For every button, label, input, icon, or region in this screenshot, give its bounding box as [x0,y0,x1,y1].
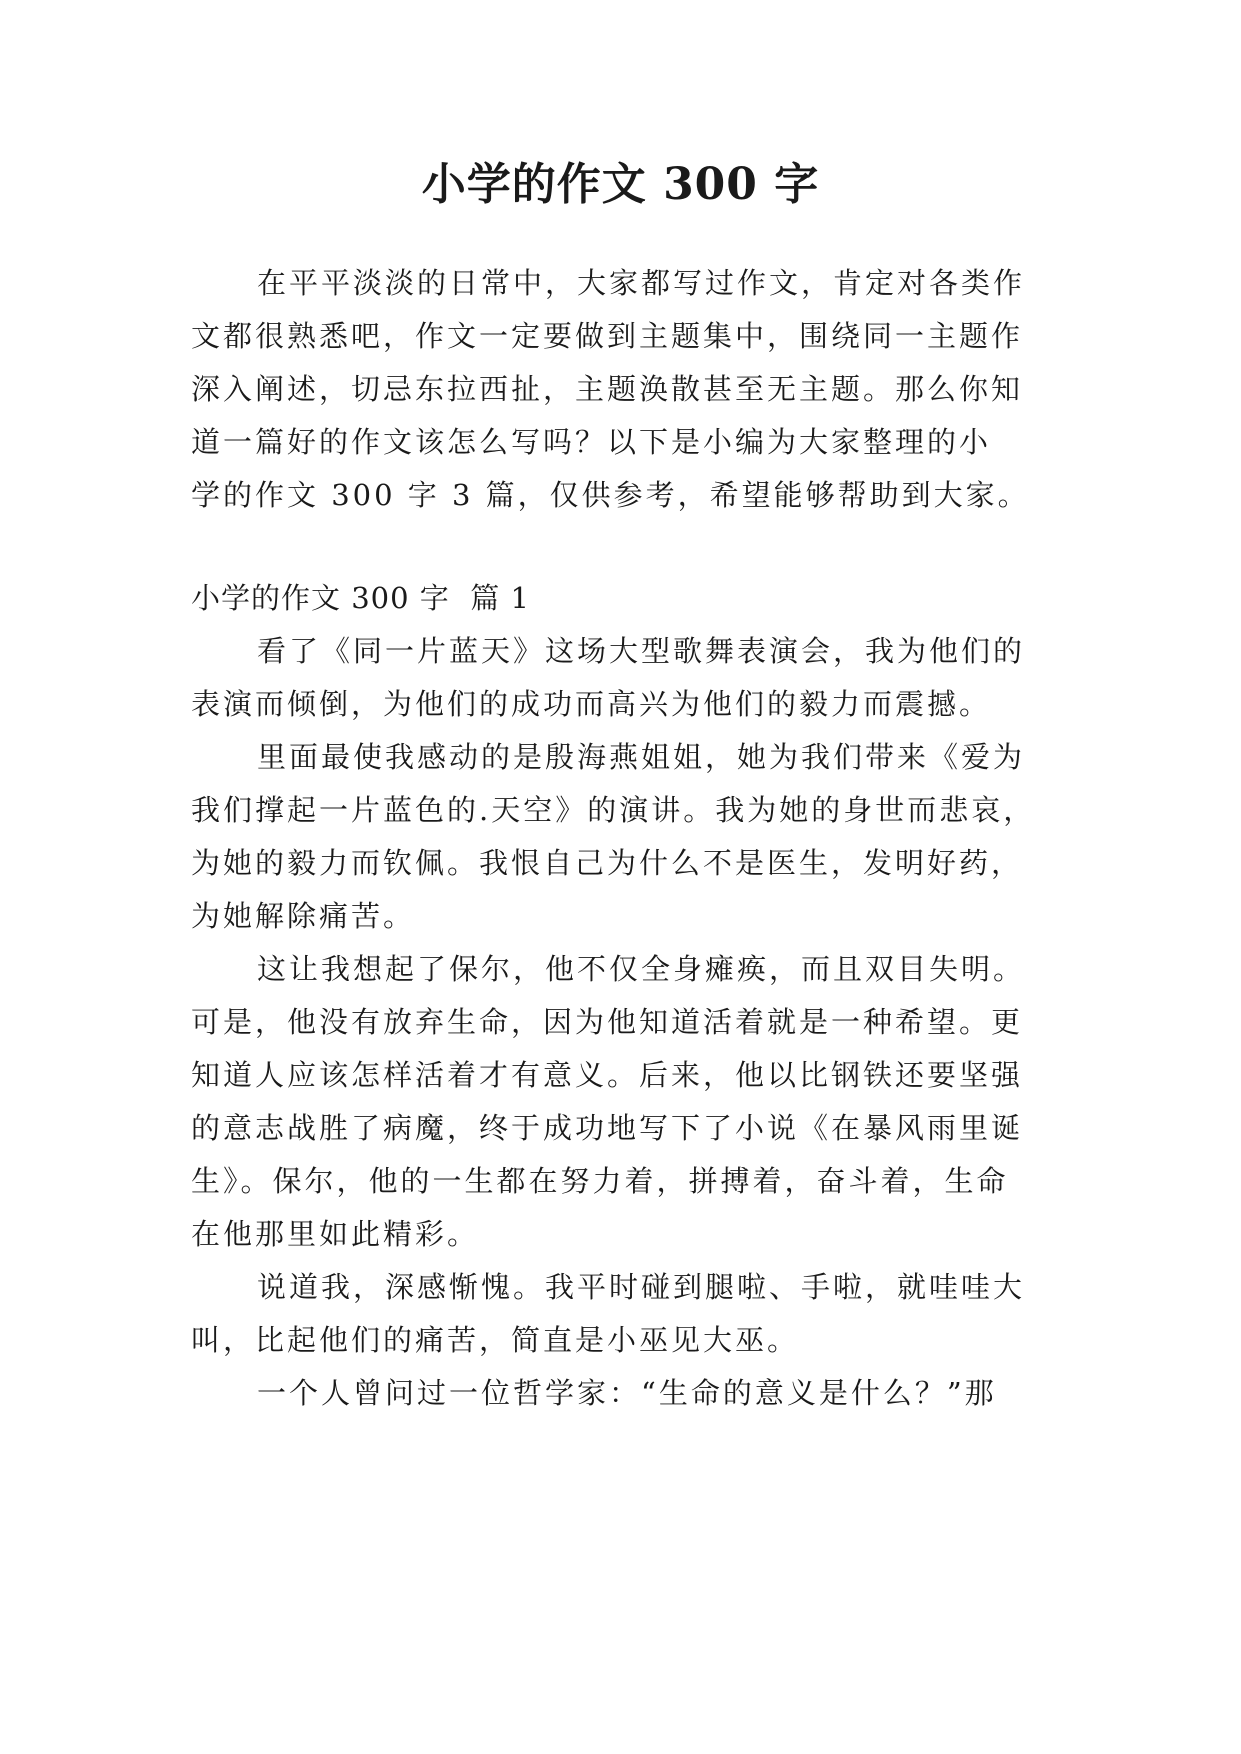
paragraph2-line-3: 为她的毅力而钦佩。我恨自己为什么不是医生，发明好药， [191,846,1024,880]
paragraph5-line-1: 一个人曾问过一位哲学家：“生命的意义是什么？”那 [257,1376,997,1410]
intro-line-2: 文都很熟悉吧，作文一定要做到主题集中，围绕同一主题作 [191,319,1024,353]
paragraph1-line-2: 表演而倾倒，为他们的成功而高兴为他们的毅力而震撼。 [191,687,992,721]
paragraph2-line-1: 里面最使我感动的是殷海燕姐姐，她为我们带来《爱为 [257,740,1026,774]
paragraph2-line-2: 我们撑起一片蓝色的.天空》的演讲。我为她的身世而悲哀， [191,793,1036,827]
paragraph4-line-1: 说道我，深感惭愧。我平时碰到腿啦、手啦，就哇哇大 [257,1270,1026,1304]
document-title: 小学的作文 300 字 [421,159,820,210]
intro-line-3: 深入阐述，切忌东拉西扯，主题涣散甚至无主题。那么你知 [191,372,1024,406]
paragraph3-line-1: 这让我想起了保尔，他不仅全身瘫痪，而且双目失明。 [257,952,1026,986]
paragraph3-line-2: 可是，他没有放弃生命，因为他知道活着就是一种希望。更 [191,1005,1024,1039]
intro-line-5: 学的作文 300 字 3 篇，仅供参考，希望能够帮助到大家。 [191,478,1030,512]
section-heading: 小学的作文 300 字 篇 1 [191,581,530,615]
intro-line-4: 道一篇好的作文该怎么写吗？以下是小编为大家整理的小 [191,425,992,459]
paragraph3-line-6: 在他那里如此精彩。 [191,1217,480,1251]
paragraph3-line-3: 知道人应该怎样活着才有意义。后来，他以比钢铁还要坚强 [191,1058,1024,1092]
paragraph3-line-4: 的意志战胜了病魔，终于成功地写下了小说《在暴风雨里诞 [191,1111,1024,1145]
paragraph2-line-4: 为她解除痛苦。 [191,899,416,933]
paragraph3-line-5: 生》。保尔，他的一生都在努力着，拼搏着，奋斗着，生命 [191,1164,1009,1198]
intro-line-1: 在平平淡淡的日常中，大家都写过作文，肯定对各类作 [257,266,1026,300]
paragraph1-line-1: 看了《同一片蓝天》这场大型歌舞表演会，我为他们的 [257,634,1026,668]
paragraph4-line-2: 叫，比起他们的痛苦，简直是小巫见大巫。 [191,1323,800,1357]
